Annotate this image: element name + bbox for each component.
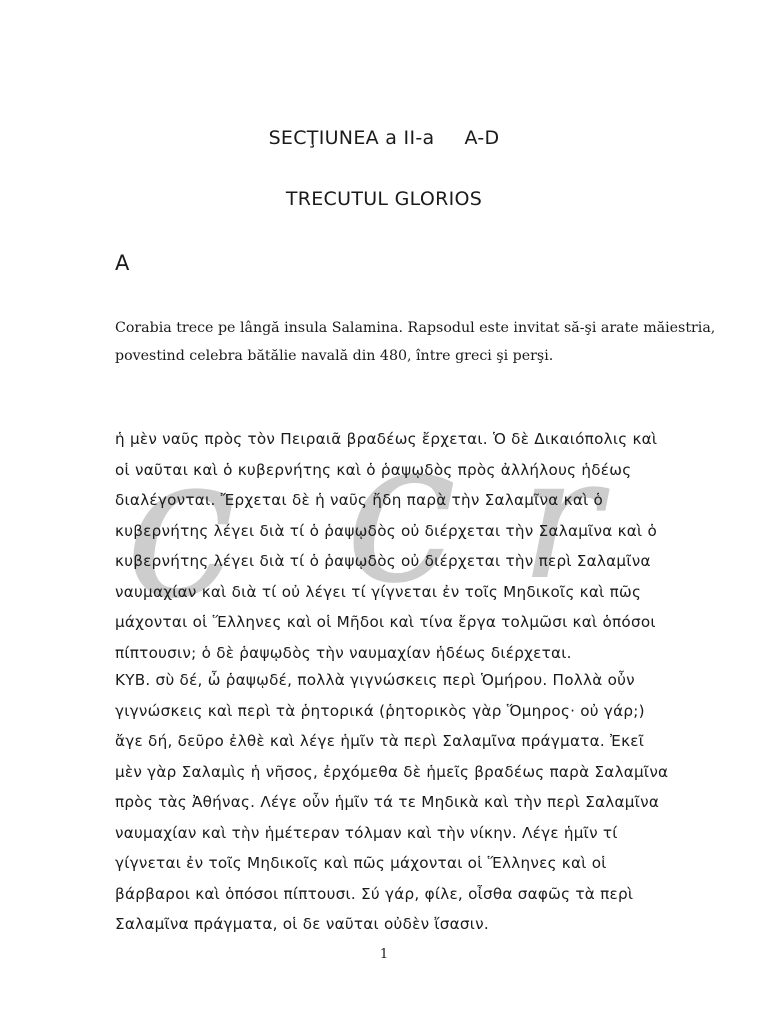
section-heading xyxy=(0,127,768,149)
greek-paragraph-narrative xyxy=(115,424,695,668)
intro-line: Corabia trece pe lângă insula Salamina. Rapsodul este invitat să-şi arate măiestria, xyxy=(115,320,716,336)
greek-line: μὲν γὰρ Σαλαμὶς ἡ νῆσος, ἐρχόμεθα δὲ ἡμεῖς βραδέως παρὰ Σαλαμῖνα xyxy=(115,762,669,781)
greek-line: διαλέγονται. Ἔρχεται δὲ ἡ ναῦς ἤδη παρὰ τὴν Σαλαμῖνα καὶ ὁ xyxy=(115,491,604,509)
intro-paragraph xyxy=(115,314,716,370)
section-subtitle: TRECUTUL GLORIOS xyxy=(285,188,483,210)
greek-line: ναυμαχίαν καὶ διὰ τί οὐ λέγει τί γίγνεται ἐν τοῖς Μηδικοῖς καὶ πῶς xyxy=(115,582,642,601)
section-heading-label: SECŢIUNEA a II-a xyxy=(268,127,435,149)
greek-line: οἱ ναῦται καὶ ὁ κυβερνήτης καὶ ὁ ῥαψῳδὸς πρὸς ἀλλήλους ἡδέως xyxy=(115,460,632,479)
speaker-label: ΚΥΒ. xyxy=(115,671,151,689)
greek-paragraph-dialogue xyxy=(115,665,695,940)
greek-line: Σαλαμῖνα πράγματα, οἱ δε ναῦται οὐδὲν ἴσασιν. xyxy=(115,915,489,933)
greek-line xyxy=(115,665,695,696)
greek-line: κυβερνήτης λέγει διὰ τί ὁ ῥαψῳδὸς οὐ διέρχεται τὴν Σαλαμῖνα καὶ ὁ xyxy=(115,521,658,540)
watermark-letter-c: c xyxy=(125,410,238,643)
greek-line: βάρβαροι καὶ ὁπόσοι πίπτουσι. Σύ γάρ, φίλε, οἶσθα σαφῶς τὰ περὶ xyxy=(115,884,634,903)
intro-line: povestind celebra bătălie navală din 480, între greci şi perşi. xyxy=(115,348,554,364)
greek-line: ἄγε δή, δεῦρο ἐλθὲ καὶ λέγε ἡμῖν τὰ περὶ Σαλαμῖνα πράγματα. Ἐκεῖ xyxy=(115,732,645,750)
greek-line: πίπτουσιν; ὁ δὲ ῥαψῳδὸς τὴν ναυμαχίαν ἡδέως διέρχεται. xyxy=(115,643,572,662)
section-heading-range: A-D xyxy=(464,127,500,149)
watermark-letter-r: r xyxy=(520,420,602,618)
greek-line: ναυμαχίαν καὶ τὴν ἡμέτεραν τόλμαν καὶ τὴν νίκην. Λέγε ἡμῖν τί xyxy=(115,823,618,842)
greek-line: γιγνώσκεις καὶ περὶ τὰ ῥητορικά (ῥητορικὸς γὰρ Ὅμηρος· οὐ γάρ;) xyxy=(115,701,645,720)
greek-line: μάχονται οἱ Ἕλληνες καὶ οἱ Μῆδοι καὶ τίνα ἔργα τολμῶσι καὶ ὁπόσοι xyxy=(115,613,656,631)
greek-line: κυβερνήτης λέγει διὰ τί ὁ ῥαψῳδὸς οὐ διέρχεται τὴν περὶ Σαλαμῖνα xyxy=(115,552,651,570)
greek-line: πρὸς τὰς Ἀθήνας. Λέγε οὖν ἡμῖν τά τε Μηδικὰ καὶ τὴν περὶ Σαλαμῖνα xyxy=(115,793,660,811)
watermark-letter-c-second: c xyxy=(345,395,458,628)
greek-line-rest: σὺ δέ, ὦ ῥαψῳδέ, πολλὰ γιγνώσκεις περὶ Ὁμήρου. Πολλὰ οὖν xyxy=(150,671,635,689)
subsection-letter: A xyxy=(115,251,130,275)
page-number: 1 xyxy=(379,947,389,962)
greek-line: ἡ μὲν ναῦς πρὸς τὸν Πειραιᾶ βραδέως ἔρχεται. Ὁ δὲ Δικαιόπολις καὶ xyxy=(115,430,658,448)
greek-line: γίγνεται ἐν τοῖς Μηδικοῖς καὶ πῶς μάχονται οἱ Ἕλληνες καὶ οἱ xyxy=(115,854,607,872)
